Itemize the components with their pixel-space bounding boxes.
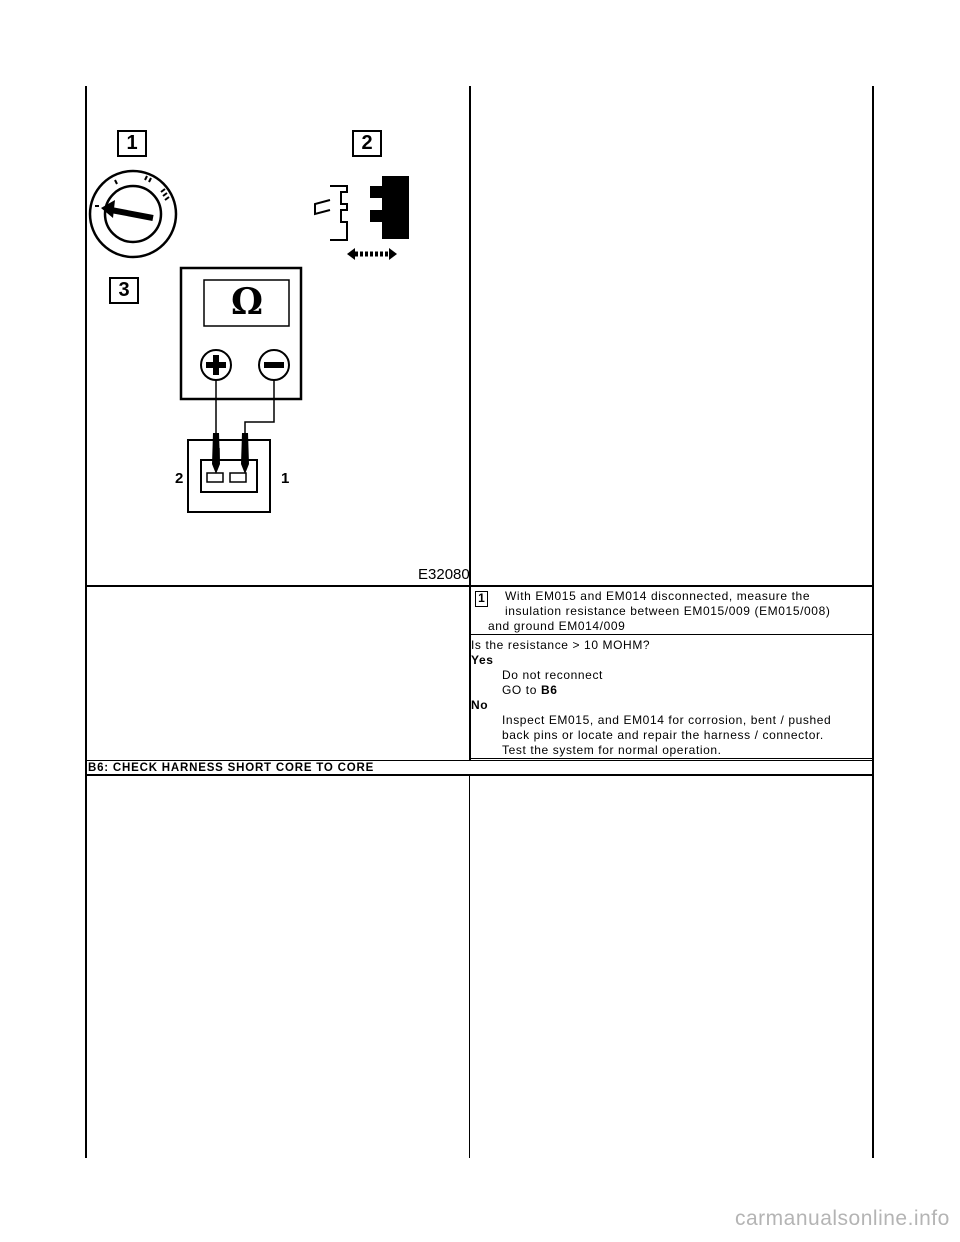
frame-right-line [872, 86, 874, 1158]
step-text-line-3: and ground EM014/009 [488, 619, 626, 633]
step-text-line-2: insulation resistance between EM015/009 (EM015/008) [505, 604, 831, 618]
row-line-image-bottom [85, 585, 874, 587]
answer-no-line-3: Test the system for normal operation. [502, 743, 722, 757]
pin-label-left: 2 [175, 470, 184, 487]
answer-yes-goto [502, 683, 558, 698]
answer-no-line-1: Inspect EM015, and EM014 for corrosion, bent / pushed [502, 713, 832, 727]
callout-1: 1 [117, 130, 147, 157]
question-text: Is the resistance > 10 MOHM? [471, 638, 651, 652]
column-divider-bottom [469, 776, 470, 1158]
meter-ohm-symbol: Ω [230, 281, 264, 323]
row-line-step-bottom [470, 634, 874, 635]
row-line-question-bottom [470, 758, 874, 759]
pin-label-right: 1 [281, 470, 290, 487]
step-number-badge: 1 [475, 591, 488, 607]
multimeter-icon [87, 88, 469, 585]
callout-3: 3 [109, 277, 139, 304]
callout-2: 2 [352, 130, 382, 157]
answer-no-line-2: back pins or locate and repair the harness / connector. [502, 728, 824, 742]
answer-yes-line-1: Do not reconnect [502, 668, 603, 682]
answer-no-label: No [471, 698, 489, 712]
site-watermark: carmanualsonline.info [735, 1207, 950, 1230]
diagram-figure [87, 88, 469, 585]
step-text-line-1: With EM015 and EM014 disconnected, measure the [505, 589, 811, 603]
answer-yes-goto-prefix: GO to [502, 683, 541, 697]
figure-id-label: E32080 [418, 566, 470, 583]
goto-b6-link[interactable]: B6 [540, 683, 558, 697]
answer-yes-label: Yes [471, 653, 494, 667]
section-header-b6: B6: CHECK HARNESS SHORT CORE TO CORE [88, 762, 375, 774]
